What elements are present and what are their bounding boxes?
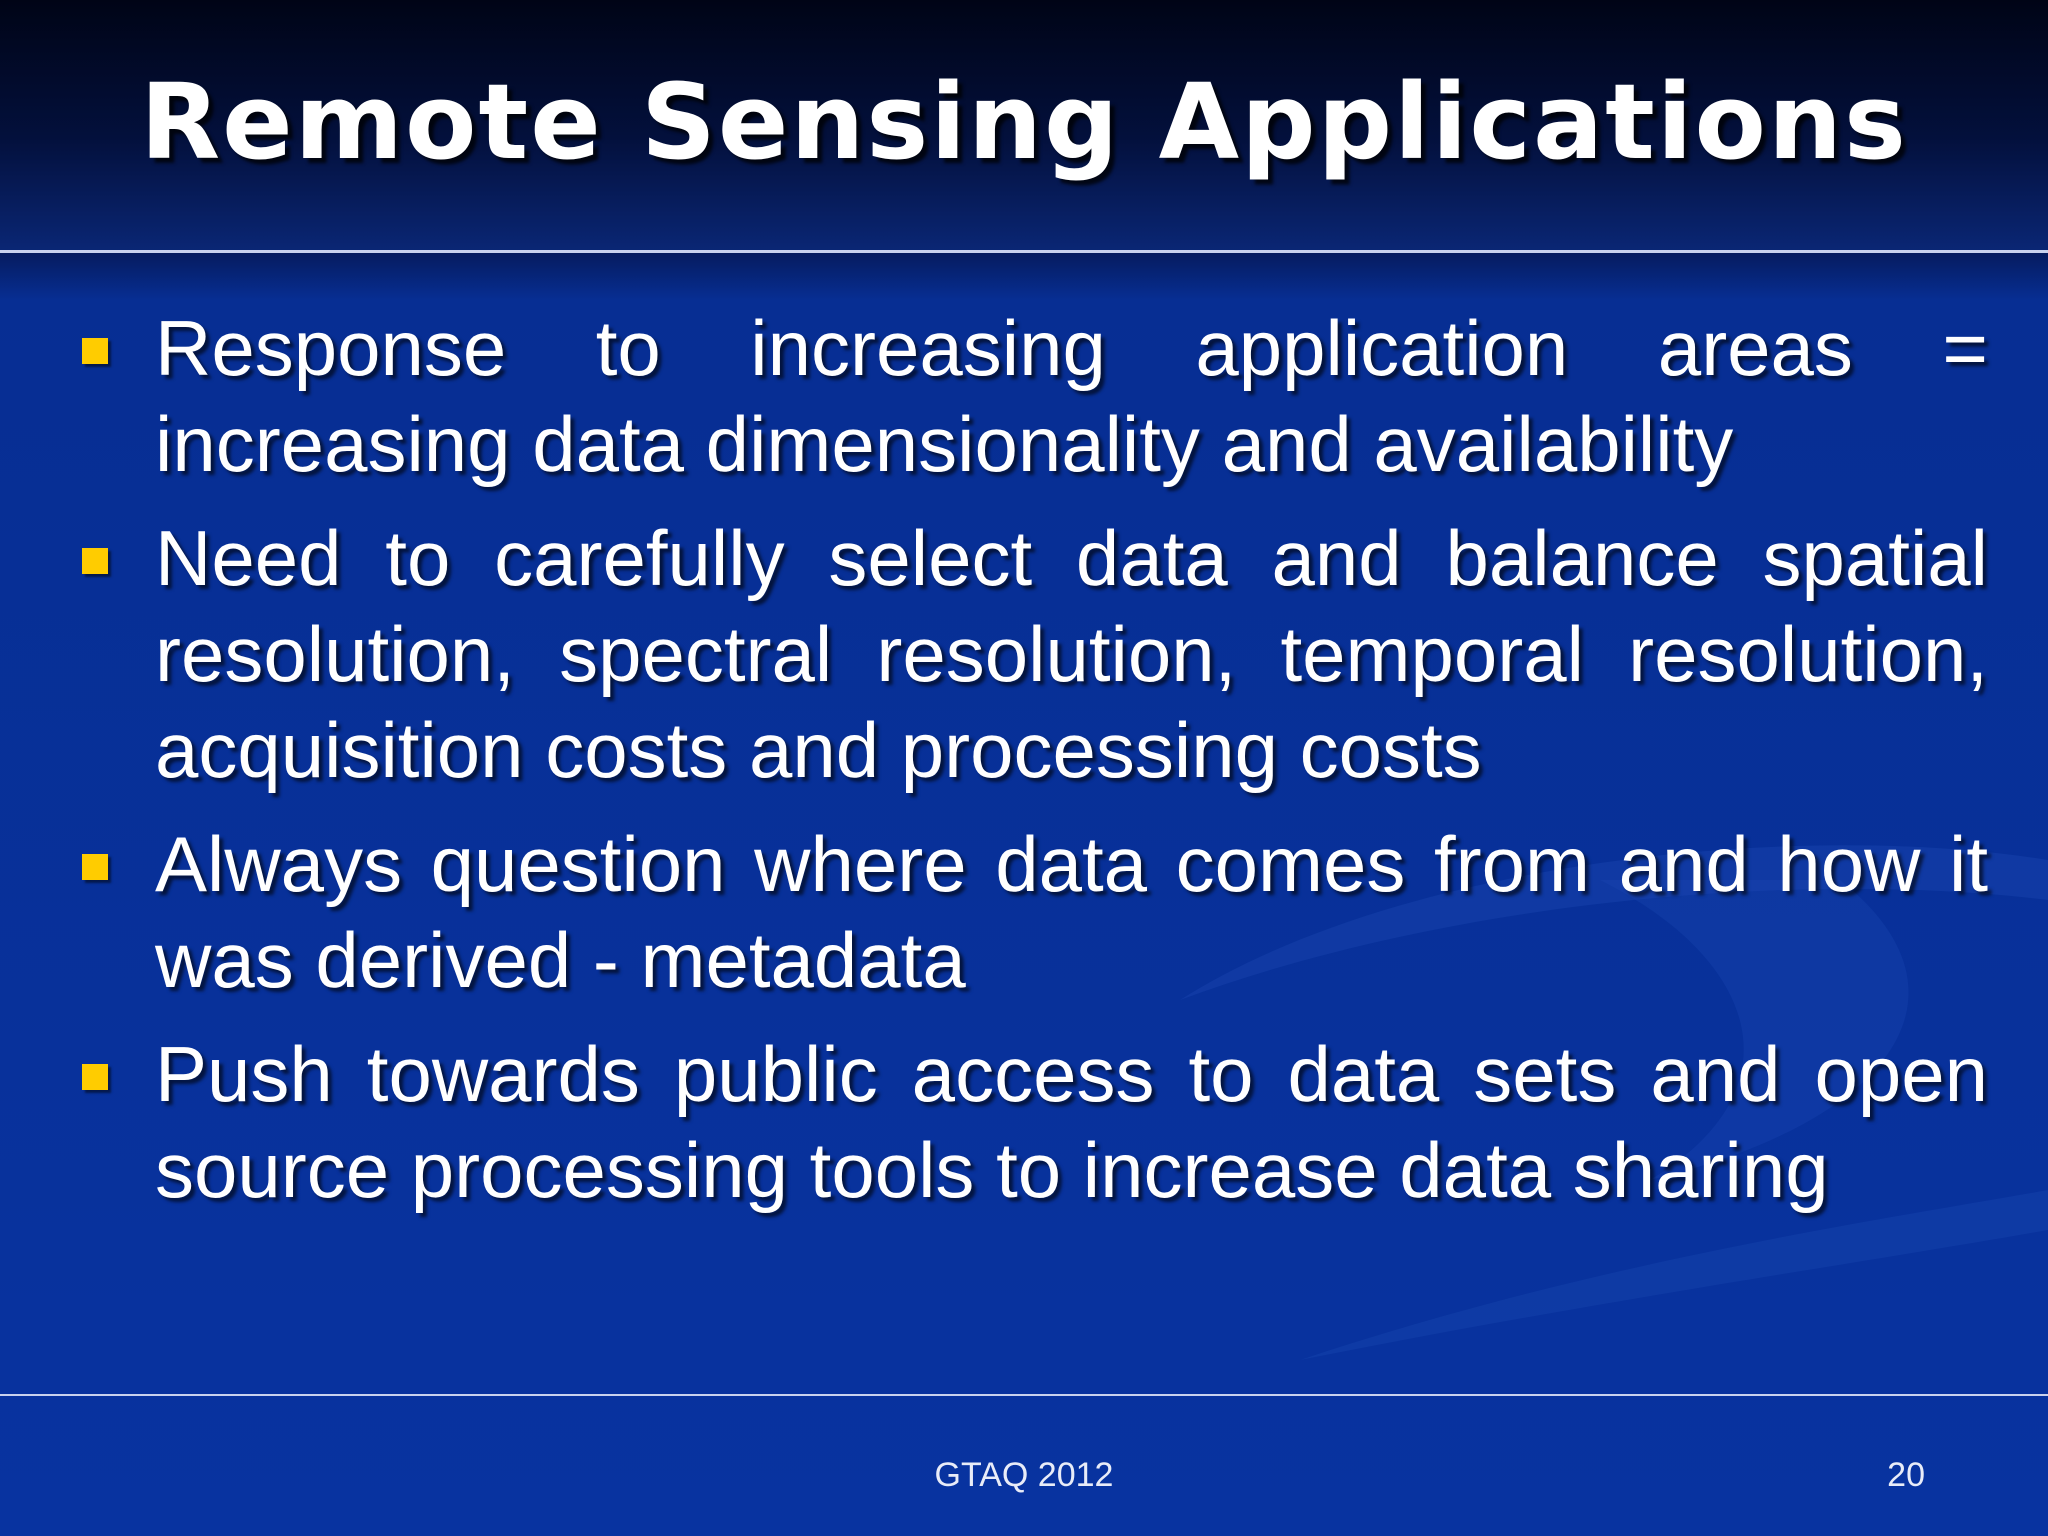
bullet-list	[78, 300, 1988, 1236]
square-bullet-icon	[82, 1064, 108, 1090]
bullet-text: Push towards public access to data sets and open source processing tools to increase data sharing	[155, 1030, 1988, 1214]
square-bullet-icon	[82, 338, 108, 364]
footer-text: GTAQ 2012	[934, 1456, 1114, 1494]
bullet-item	[78, 1026, 1988, 1218]
square-bullet-icon	[82, 854, 108, 880]
slide-title: Remote Sensing Applications	[140, 61, 1908, 183]
bullet-text: Response to increasing application areas = increasing data dimensionality and availability	[155, 304, 1988, 488]
footer-divider	[0, 1394, 2048, 1396]
bullet-text: Always question where data comes from and how it was derived - metadata	[155, 820, 1988, 1004]
bullet-item	[78, 510, 1988, 798]
bullet-item	[78, 816, 1988, 1008]
title-divider	[0, 250, 2048, 253]
page-number: 20	[1887, 1456, 1925, 1494]
bullet-text: Need to carefully select data and balance spatial resolution, spectral resolution, temporal resolution, acquisition costs and processing costs	[155, 514, 1988, 794]
bullet-item	[78, 300, 1988, 492]
square-bullet-icon	[82, 548, 108, 574]
